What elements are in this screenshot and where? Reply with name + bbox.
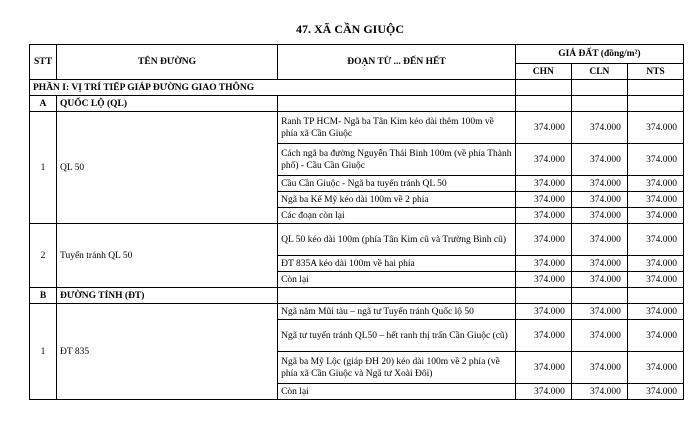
header-road-name: TÊN ĐƯỜNG (56, 45, 277, 80)
segment-cell: Còn lại (278, 384, 516, 400)
price-chn: 374.000 (515, 192, 571, 208)
price-cln: 374.000 (571, 304, 627, 320)
road-name: ĐT 835 (56, 304, 277, 400)
row-stt: 1 (30, 112, 57, 224)
table-row (30, 112, 684, 144)
table-row (30, 224, 684, 256)
price-nts: 374.000 (627, 144, 683, 176)
segment-cell: Cầu Cần Giuộc - Ngã ba tuyến tránh QL 50 (278, 176, 516, 192)
part-heading: PHẦN I: VỊ TRÍ TIẾP GIÁP ĐƯỜNG GIAO THÔNG (30, 80, 516, 96)
price-nts: 374.000 (627, 208, 683, 224)
header-segment: ĐOẠN TỪ ... ĐẾN HẾT (278, 45, 516, 80)
road-name: QL 50 (56, 112, 277, 224)
price-cln: 374.000 (571, 112, 627, 144)
section-code: B (30, 288, 57, 304)
segment-cell: Còn lại (278, 272, 516, 288)
segment-cell: QL 50 kéo dài 100m (phía Tân Kim cũ và Trường Bình cũ) (278, 224, 516, 256)
header-price-group: GIÁ ĐẤT (đồng/m²) (515, 45, 683, 64)
price-cln: 374.000 (571, 192, 627, 208)
land-price-table (29, 44, 684, 400)
segment-cell: Ngã ba Kế Mỹ kéo dài 100m về 2 phía (278, 192, 516, 208)
price-chn: 374.000 (515, 208, 571, 224)
price-cln: 374.000 (571, 176, 627, 192)
price-cln: 374.000 (571, 144, 627, 176)
price-cln: 374.000 (571, 272, 627, 288)
price-chn: 374.000 (515, 176, 571, 192)
price-chn: 374.000 (515, 144, 571, 176)
price-nts: 374.000 (627, 320, 683, 352)
page-title: 47. XÃ CẦN GIUỘC (296, 22, 404, 36)
segment-cell: Ngã tư tuyến tránh QL50 – hết ranh thị trấn Cần Giuộc (cũ) (278, 320, 516, 352)
price-nts: 374.000 (627, 304, 683, 320)
price-chn: 374.000 (515, 384, 571, 400)
price-nts: 374.000 (627, 272, 683, 288)
section-name: ĐƯỜNG TỈNH (ĐT) (56, 288, 277, 304)
row-stt: 1 (30, 304, 57, 400)
price-cln: 374.000 (571, 208, 627, 224)
segment-cell: ĐT 835A kéo dài 100m về hai phía (278, 256, 516, 272)
section-name: QUỐC LỘ (QL) (56, 96, 277, 112)
road-name: Tuyến tránh QL 50 (56, 224, 277, 288)
header-cln: CLN (571, 64, 627, 80)
price-chn: 374.000 (515, 224, 571, 256)
price-cln: 374.000 (571, 224, 627, 256)
price-cln: 374.000 (571, 256, 627, 272)
segment-cell: Các đoạn còn lại (278, 208, 516, 224)
segment-cell: Ngã năm Mũi tàu – ngã tư Tuyến tránh Quốc lộ 50 (278, 304, 516, 320)
price-nts: 374.000 (627, 256, 683, 272)
price-cln: 374.000 (571, 384, 627, 400)
price-nts: 374.000 (627, 384, 683, 400)
price-chn: 374.000 (515, 256, 571, 272)
segment-cell: Ngã ba Mỹ Lộc (giáp ĐH 20) kéo dài 100m về 2 phía (về phía xã Cần Giuộc và Ngã tư Xoài Đôi) (278, 352, 516, 384)
segment-cell: Ranh TP HCM- Ngã ba Tân Kim kéo dài thêm 100m về phía xã Cần Giuộc (278, 112, 516, 144)
price-chn: 374.000 (515, 272, 571, 288)
table-row (30, 304, 684, 320)
price-cln: 374.000 (571, 352, 627, 384)
header-chn: CHN (515, 64, 571, 80)
price-nts: 374.000 (627, 352, 683, 384)
price-cln: 374.000 (571, 320, 627, 352)
header-nts: NTS (627, 64, 683, 80)
price-nts: 374.000 (627, 112, 683, 144)
price-chn: 374.000 (515, 112, 571, 144)
price-chn: 374.000 (515, 320, 571, 352)
segment-cell: Cách ngã ba đường Nguyễn Thái Bình 100m (về phía Thành phố) - Cầu Cần Giuộc (278, 144, 516, 176)
price-nts: 374.000 (627, 176, 683, 192)
price-nts: 374.000 (627, 224, 683, 256)
price-chn: 374.000 (515, 304, 571, 320)
section-code: A (30, 96, 57, 112)
price-nts: 374.000 (627, 192, 683, 208)
price-chn: 374.000 (515, 352, 571, 384)
row-stt: 2 (30, 224, 57, 288)
header-stt: STT (30, 45, 57, 80)
